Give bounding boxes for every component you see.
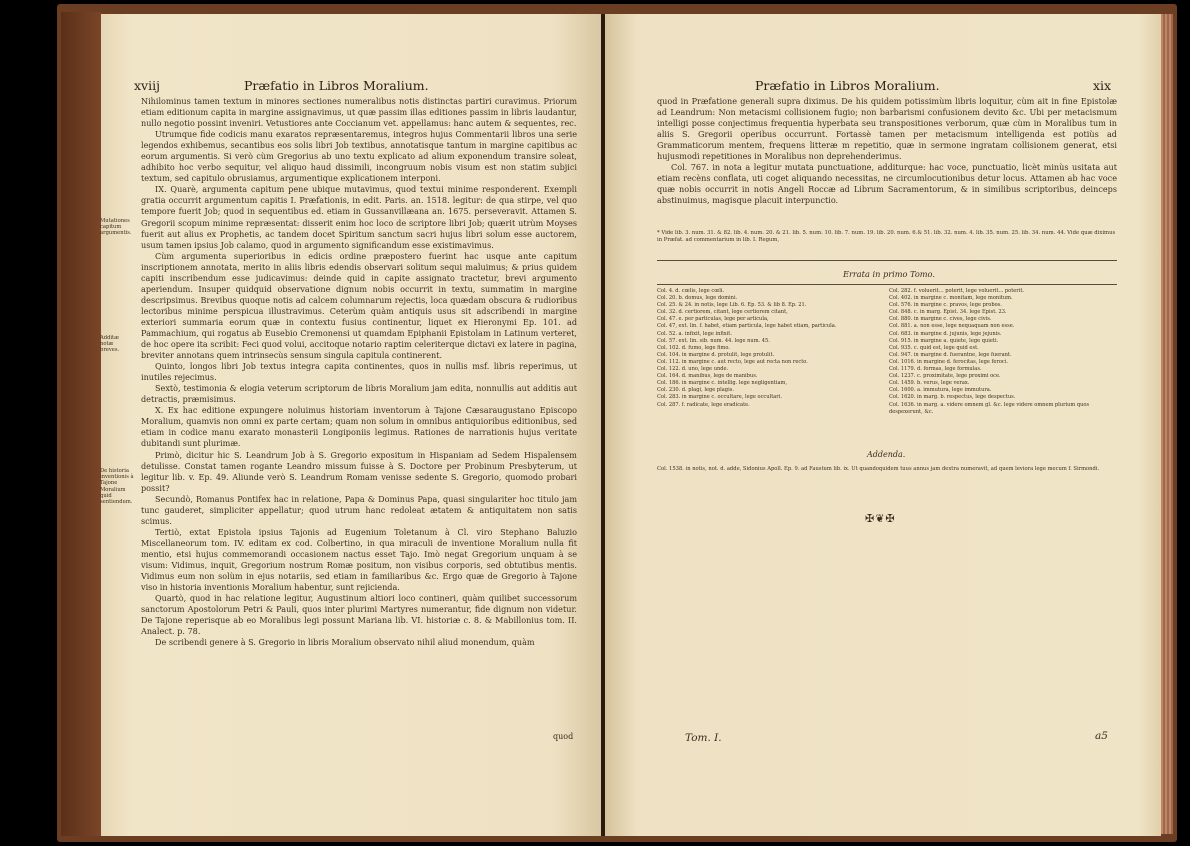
paragraph: Quinto, longos libri Job textus integra capita continentes, quos in nullis msf. libris reperimus, ut inutiles rejecimus. <box>141 361 577 383</box>
addenda-text: Col. 1538. in notis, not. d. adde, Sidonius Apoll. Ep. 9. ad Faustum lib. ix. Ut quandoquidem tuus annus jam dextra numeravit, ad quem leviora lege mecum f. Sirmondi. <box>657 466 1100 472</box>
paragraph: Primò, dicitur hic S. Leandrum Job à S. Gregorio expositum in Hispaniam ad Sedem Hispalensem detulisse. Constat tamen rogante Leandro missum fuisse à S. Doctore per Probinum Presbyterum, ut legitur lib. v. Ep. 49. Aliunde verò S. Leandrum Romam venisse sedente S. Gregorio, quomodo probari possit? <box>141 449 577 493</box>
right-page-number: xix <box>1093 78 1112 93</box>
addenda-title: Addenda. <box>867 450 906 459</box>
errata-item: Col. 283. in margine c. occultare, lege occultari. <box>657 394 782 401</box>
errata-item: Col. 1459. b. verus, lege verax. <box>889 380 970 387</box>
errata-item: Col. 1600. a. immutura, lege immutura. <box>889 387 992 394</box>
errata-item: Col. 576. in margine c. pravos, lege probos. <box>889 302 1002 309</box>
errata-left-column <box>657 288 882 409</box>
errata-item: Col. 1620. in marg. b. respectus, lege despectus. <box>889 394 1016 401</box>
errata-item: Col. 25. & 24. in notis, lege Lib. 6. Ep. 53. & lib 8. Ep. 21. <box>657 302 807 309</box>
left-page <box>101 14 601 836</box>
footnote: * Vide lib. 3. num. 31. & 82. lib. 4. num. 20. & 21. lib. 5. num. 10. lib. 7. num. 19. lib. 20. num. 6.& 51. lib. 32. num. 4. lib. 35. num. 25. lib. 34. num. 44. Vide quæ diximus in Præfat. ad commentarium in lib. I. Regum, <box>657 230 1116 244</box>
paragraph: Quartò, quod in hac relatione legitur, Augustinum altiori loco contineri, quàm quilibet successorum sanctorum Apostolorum Petri & Pauli, quos inter plurimi Martyres numerantur, fide dignum non videtur. De Tajone reperisque ab eo Moralibus legi possunt Mariana lib. VI. historiæ c. 8. & Mabillonius tom. II. Analect. p. 78. <box>141 593 577 637</box>
signature-mark: a5 <box>1095 730 1108 742</box>
margin-note-1: Mutationes capitum argumentis. <box>100 218 132 237</box>
errata-item: Col. 1179. d. formas, lege formulas. <box>889 366 982 373</box>
errata-item: Col. 112. in margine c. aut recto, lege aut recta non recto. <box>657 358 808 365</box>
page-edges <box>1159 14 1173 834</box>
errata-item: Col. 164. d. manibus, lege de manibus. <box>657 373 758 380</box>
errata-item: Col. 935. c. quid est, lege quid est. <box>889 344 979 351</box>
ornament-icon: ✠❦✠ <box>865 512 896 525</box>
errata-item: Col. 4. d. cœlis, lege cœli. <box>657 288 725 294</box>
errata-item: Col. 230. d. plagi, lege plagis. <box>657 387 734 394</box>
catchword: quod <box>553 732 574 741</box>
errata-item: Col. 1636. in marg. a. videre omnem gl. &c. lege videre omnem plurium quos despexerunt, &c. <box>889 401 1090 415</box>
errata-right-column <box>889 288 1117 416</box>
paragraph: X. Ex hac editione expungere noluimus historiam inventorum à Tajone Cæsaraugustano Episcopo Moralium, quamvis non omni ex parte certam; quam non solum in omnibus antiquioribus editionibus, sed etiam in codice manu exarato monasterii Longiponiis legimus. Rationes de narrationis hujus veritate dubitandi sunt plurimæ. <box>141 405 577 449</box>
book <box>57 4 1177 842</box>
errata-item: Col. 1016. in margine d. ferocitas, lege feroci. <box>889 358 1009 365</box>
paragraph: Nihilominus tamen textum in minores sectiones numeralibus notis distinctas partiri curavimus. Priorum etiam editionum capita in margine assignavimus, ut quæ passim illas editiones passim in libris laudantur, nullo negotio possint inveniri. Vetustiores ante Coccianum vet. appellamus: hanc autem & sequentes, rec. <box>141 96 577 129</box>
paragraph: Col. 767. in nota a legitur mutata punctuatione, additurque: hac voce, punctuatio, licèt minùs usitata aut etiam recèns conflata, uti coget aliquando necessitas, ne circumlocutionibus detur locus. Attamen ab hac voce quæ nobis occurrit in notis Angeli Roccæ ad Librum Sacramentorum, & in similibus scriptoribus, deinceps abstinuimus, magisque placuit interpunctio. <box>657 162 1117 206</box>
errata-item: Col. 287. f. radicate, lege eradicate. <box>657 401 750 408</box>
errata-item: Col. 32. d. certiorem, citant, lege certiorem citant, <box>657 309 788 316</box>
paragraph: quod in Præfatione generali supra diximus. De his quidem potissimùm libris loquitur, cùm ait in fine Epistolæ ad Leandrum: Non metacismi collisionem fugio; non barbarismi confusionem devito &c. Ubi per metacismum intelligi posse conjectimus frequentia hyperbata seu transpositiones verborum, quæ cùm in Moralibus tum in aliis S. Gregorii operibus occurrunt. Fortassè tamen per metacismum intelligenda est potiùs ad Grammaticorum mentem, frequens litteræ m repetitio, quæ in sermone ingratam collisionem generat, etsi hujusmodi repetitiones in Moralibus non deprehenderimus. <box>657 96 1117 162</box>
errata-item: Col. 52. a. infixit, lege infixit. <box>657 330 732 337</box>
errata-item: Col. 915. in margine a. quiete, lege quieti. <box>889 337 999 344</box>
paragraph: Secundò, Romanus Pontifex hac in relatione, Papa & Dominus Papa, quasi singulariter hoc titulo jam tunc gauderet, simpliciter appellatur; quod utrum hanc redoleat ætatem & antiquitatem non satis scimus. <box>141 493 577 526</box>
errata-item: Col. 47. e. per particulas, lege per articula, <box>657 316 769 323</box>
right-body-text <box>657 96 1117 206</box>
margin-note-3: De historia inventionis à Tajone Moralium quid sentiendum. <box>100 468 134 506</box>
left-body-text <box>141 96 577 648</box>
errata-item: Col. 102. d. fumo, lege fimo. <box>657 344 730 351</box>
errata-item: Col. 186. in margine c. intellig. lege negligentiam, <box>657 380 787 387</box>
errata-item: Col. 848. c. in marg. Epist. 34. lege Epist. 23. <box>889 309 1007 316</box>
margin-note-2: Additæ notæ breves. <box>100 335 120 354</box>
paragraph: De scribendi genere à S. Gregorio in libris Moralium observato nihil aliud monendum, quàm <box>155 637 535 648</box>
errata-item: Col. 947. in margine d. fuerantne, lege fuerant. <box>889 351 1012 358</box>
paragraph: Utrumque fide codicis manu exaratos repræsentaremus, integros hujus Commentarii libros una serie legendos exhibemus, secantibus eos solis libri Job textibus, annotatisque tantum in margine capitibus ac eorum argumentis. Si verò cùm Gregorius ab uno textu explicato ad alium exponendum transire soleat, adhibito hoc verbo sequitur, vel aliquo haud dissimili, incongruum nobis visum est non statim subjici textum, sed capitulo obrusiamus, argumentique explicationem interponi. <box>141 129 577 184</box>
left-page-number: xviij <box>134 78 160 93</box>
errata-item: Col. 57. ext. lin. sib. num. 44. lege num. 45. <box>657 337 770 344</box>
errata-item: Col. 282. f. voluerit... poterit, lege voluerit... poterit. <box>889 288 1025 294</box>
errata-item: Col. 122. d. uno, lege unde. <box>657 366 729 373</box>
divider-rule <box>657 284 1117 285</box>
errata-item: Col. 683. in margine d. jujunis, lege jejunis. <box>889 330 1002 337</box>
right-page <box>605 14 1161 836</box>
divider-rule <box>657 260 1117 261</box>
left-cover-edge <box>61 12 101 836</box>
right-running-title: Præfatio in Libros Moralium. <box>755 78 940 93</box>
signature-tome: Tom. I. <box>685 732 722 744</box>
errata-item: Col. 47, ext. lin. f. habet, etiam particula, lege habet etiam, particula. <box>657 323 837 330</box>
errata-item: Col. 20. b. domus, lege domini. <box>657 295 738 302</box>
paragraph: Cùm argumenta superioribus in edicis ordine præpostero fuerint hac usque ante capitum inscriptionem annotata, merito in aliis libris edendis observari solitum sequi maluimus; & prius quidem capiti inscribendum esse judicavimus: deinde quid in capite assignato tractetur, brevi argumento aperiendum. Insuper quidquid observatione dignum nobis occurrit in textu, summatim in margine descripsimus. Brevibus quoque notis ad calcem columnarum rejectis, loca quædam obscura & rudioribus lectoribus minime perspicua illustravimus. Ceterùm quàm antiquis usus sit adscribendi in margine exteriori summaria eorum quæ in contextu fusius continentur, liquet ex Hieronymi Ep. 101. ad Pammachium, qui rogatus ab Eusebio Cremonensi ut quamdam Epiphanii Epistolam in Latinum verteret, de hoc opere ita scribit: Feci quod volui, accitoque notario raptim celeriterque dictavi ex latere in pagina, breviter annotans quem intrinsecùs sensum singula capitula continerent. <box>141 250 577 361</box>
errata-item: Col. 1237. c. proximitate, lege proximi oce. <box>889 373 1001 380</box>
errata-item: Col. 880. in margine c. cives, lege civis. <box>889 316 992 323</box>
left-running-title: Præfatio in Libros Moralium. <box>244 78 429 93</box>
paragraph: IX. Quarè, argumenta capitum pene ubique mutavimus, quod textui minime responderent. Exempli gratia occurrit argumentum capitis I. Præfationis, in edit. Paris. an. 1518. legitur: de qua stirpe, vel quo tempore fuerit Job; quod in sequentibus ed. etiam in Gussanvillæana an. 1675. perseveravit. Attamen S. Gregorii scopum minime repræsentat: disserit enim hoc loco de scriptore libri Job; quærit utrùm Moyses fuerit aut alius ex Prophetis, ac tandem docet Spiritum sanctum sacri hujus libri solum esse auctorem, usum tamen ipsius Job calamo, quod in argumento significandum esse existimavimus. <box>141 184 577 250</box>
errata-item: Col. 104. in margine d. protulit, lege protulit. <box>657 351 775 358</box>
errata-item: Col. 402. in margine c. monitam, lege monitum. <box>889 295 1013 302</box>
errata-title: Errata in primo Tomo. <box>843 269 935 279</box>
paragraph: Tertiò, extat Epistola ipsius Tajonis ad Eugenium Toletanum à Cl. viro Stephano Baluzio Miscellaneorum tom. IV. editam ex cod. Colbertino, in qua miraculi de inventione Moralium nulla fit mentio, etsi hujus commemorandi occasionem nactus esset Tajo. Imò negat Gregorium unquam à se visum: Vidimus, inquit, Gregorium nostrum Romæ positum, non visibus corporis, sed obtutibus mentis. Vidimus eum non solùm in ejus notariis, sed etiam in familiaribus &c. Ergo quæ de Gregorio à Tajone viso in historia inventionis Moralium habentur, sunt rejicienda. <box>141 526 577 593</box>
paragraph: Sextò, testimonia & elogia veterum scriptorum de libris Moralium jam edita, nonnullis aut additis aut detractis, præmisimus. <box>141 383 577 405</box>
errata-item: Col. 881. a. non esse, lege nequaquam non esse. <box>889 323 1015 330</box>
